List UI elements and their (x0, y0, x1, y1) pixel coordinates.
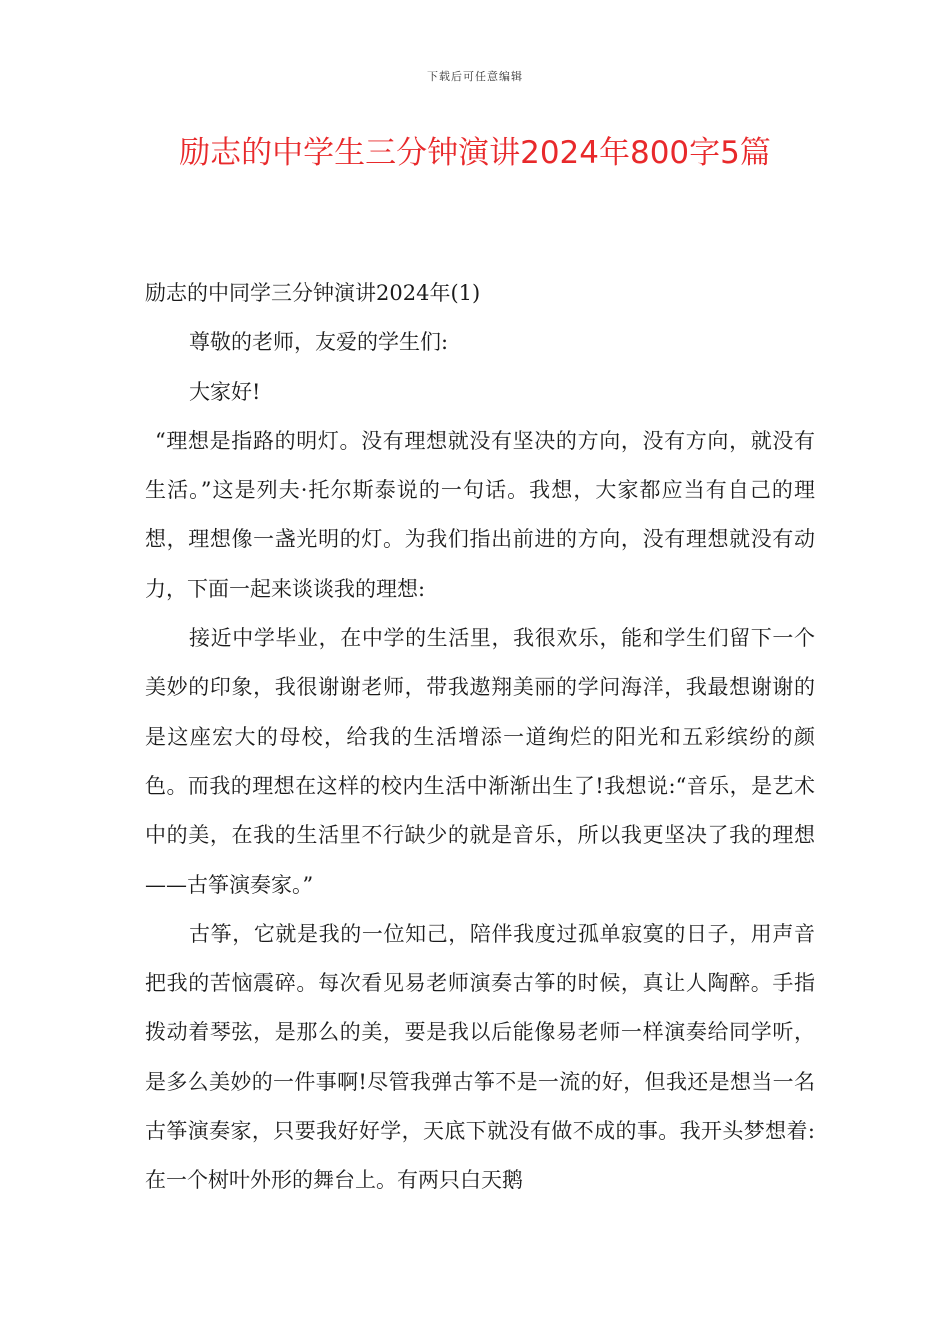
header-note: 下载后可任意编辑 (427, 70, 523, 83)
document-body (145, 269, 815, 1206)
paragraph-greeting: 大家好! (189, 379, 261, 404)
paragraph-quote: “理想是指路的明灯。没有理想就没有坚决的方向，没有方向，就没有生活。”这是列夫·托尔斯泰说的一句话。我想，大家都应当有自己的理想，理想像一盏光明的灯。为我们指出前进的方向，没有理想就没有动力，下面一起来谈谈我的理想: (145, 428, 815, 601)
paragraph-salutation: 尊敬的老师，友爱的学生们: (189, 330, 449, 355)
paragraph-guzheng: 古筝，它就是我的一位知己，陪伴我度过孤单寂寞的日子，用声音把我的苦恼震碎。每次看见易老师演奏古筝的时候，真让人陶醉。手指拨动着琴弦，是那么的美，要是我以后能像易老师一样演奏给同学听，是多么美妙的一件事啊!尽管我弹古筝不是一流的好，但我还是想当一名古筝演奏家，只要我好好学，天底下就没有做不成的事。我开头梦想着:在一个树叶外形的舞台上。有两只白天鹅 (145, 921, 815, 1193)
document-title: 励志的中学生三分钟演讲2024年800字5篇 (179, 135, 771, 171)
paragraph-school-life: 接近中学毕业，在中学的生活里，我很欢乐，能和学生们留下一个美妙的印象，我很谢谢老师，带我遨翔美丽的学问海洋，我最想谢谢的是这座宏大的母校，给我的生活增添一道绚烂的阳光和五彩缤纷的颜色。而我的理想在这样的校内生活中渐渐出生了!我想说:“音乐，是艺术中的美，在我的生活里不行缺少的就是音乐，所以我更坚决了我的理想——古筝演奏家。” (145, 626, 815, 897)
section-heading: 励志的中同学三分钟演讲2024年(1) (145, 281, 481, 305)
